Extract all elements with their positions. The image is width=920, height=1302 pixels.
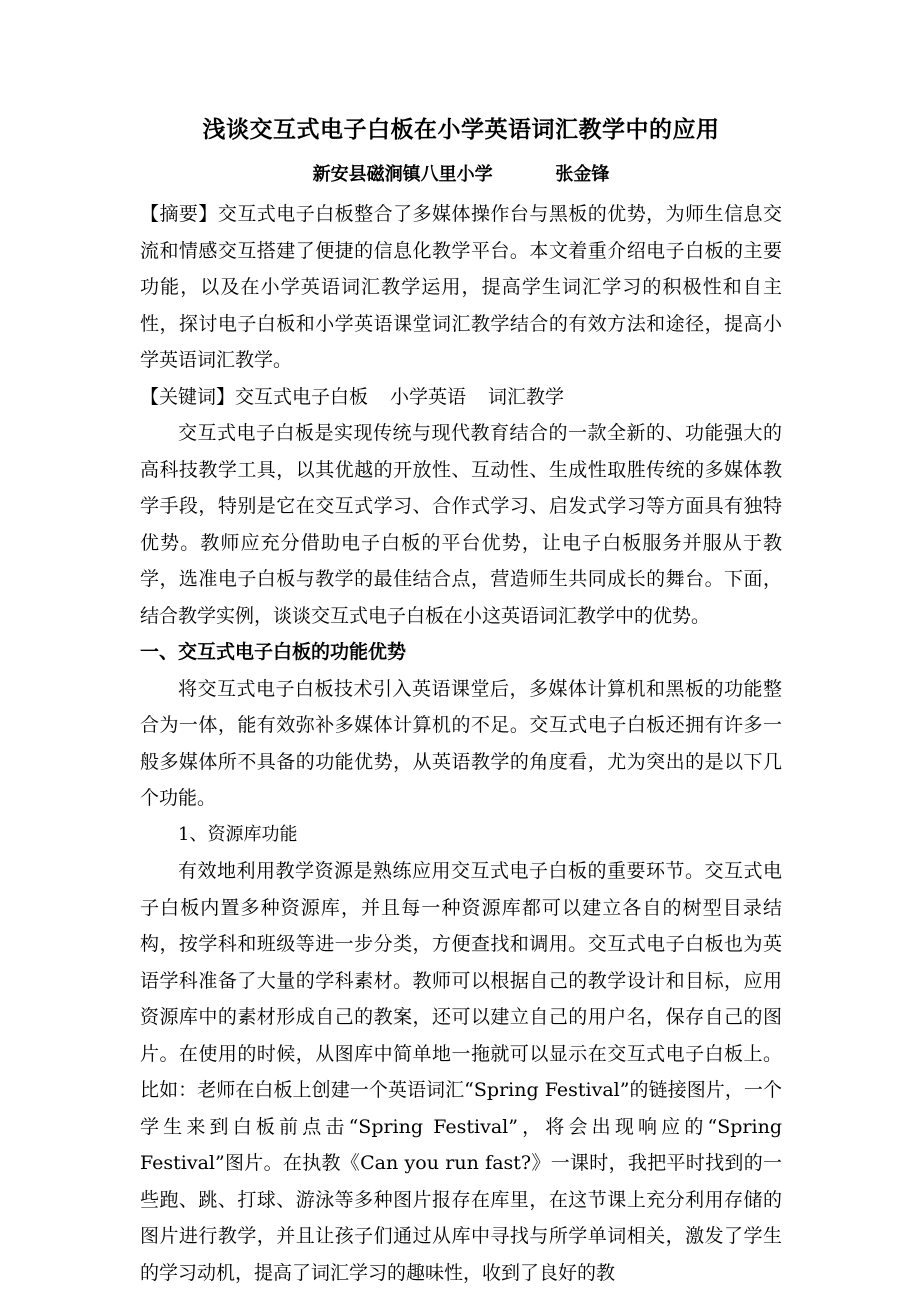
abstract-paragraph (140, 196, 782, 379)
keyword-item: 小学英语 (390, 385, 467, 408)
abstract-label: 【摘要】 (140, 203, 218, 225)
abstract-text: 交互式电子白板整合了多媒体操作台与黑板的优势，为师生信息交流和情感交互搭建了便捷的信息化教学平台。本文着重介绍电子白板的主要功能，以及在小学英语词汇教学运用，提高学生词汇学习的积极性和自主性，探讨电子白板和小学英语课堂词汇教学结合的有效方法和途径，提高小学英语词汇教学。 (140, 203, 782, 371)
section-paragraph: 将交互式电子白板技术引入英语课堂后，多媒体计算机和黑板的功能整合为一体，能有效弥补多媒体计算机的不足。交互式电子白板还拥有许多一般多媒体所不具备的功能优势，从英语教学的角度看，尤为突出的是以下几个功能。 (140, 677, 782, 809)
document-page (140, 112, 782, 1291)
document-title: 浅谈交互式电子白板在小学英语词汇教学中的应用 (202, 116, 720, 143)
section-heading: 一、交互式电子白板的功能优势 (140, 641, 407, 663)
intro-paragraph: 交互式电子白板是实现传统与现代教育结合的一款全新的、功能强大的高科技教学工具，以其优越的开放性、互动性、生成性取胜传统的多媒体教学手段，特别是它在交互式学习、合作式学习、启发式学习等方面具有独特优势。教师应充分借助电子白板的平台优势，让电子白板服务并服从于教学，选准电子白板与教学的最佳结合点，营造师生共同成长的舞台。下面，结合教学实例，谈谈交互式电子白板在小这英语词汇教学中的优势。 (140, 422, 782, 627)
author-byline: 新安县磁涧镇八里小学 张金锋 (312, 164, 610, 185)
keywords-label: 【关键词】 (140, 385, 236, 408)
subsection-paragraph: 有效地利用教学资源是熟练应用交互式电子白板的重要环节。交互式电子白板内置多种资源库，并且每一种资源库都可以建立各自的树型目录结构，按学科和班级等进一步分类，方便查找和调用。交互式电子白板也为英语学科准备了大量的学科素材。教师可以根据自己的教学设计和目标，应用资源库中的素材形成自己的教案，还可以建立自己的用户名，保存自己的图片。在使用的时候，从图库中简单地一拖就可以显示在交互式电子白板上。比如：老师在白板上创建一个英语词汇“Spring Festival”的链接图片，一个学生来到白板前点击“Spring Festival”，将会出现响应的“Spring Festival”图片。在执教《Can you run fast?》一课时，我把平时找到的一些跑、跳、打球、游泳等多种图片报存在库里，在这节课上充分利用存储的图片进行教学，并且让孩子们通过从库中寻找与所学单词相关，激发了学生的学习动机，提高了词汇学习的趣味性，收到了良好的教 (140, 860, 782, 1284)
subsection-heading: 1、资源库功能 (178, 823, 298, 845)
keywords-line (140, 379, 782, 416)
keyword-item: 交互式电子白板 (235, 385, 369, 408)
keyword-item: 词汇教学 (488, 385, 565, 408)
